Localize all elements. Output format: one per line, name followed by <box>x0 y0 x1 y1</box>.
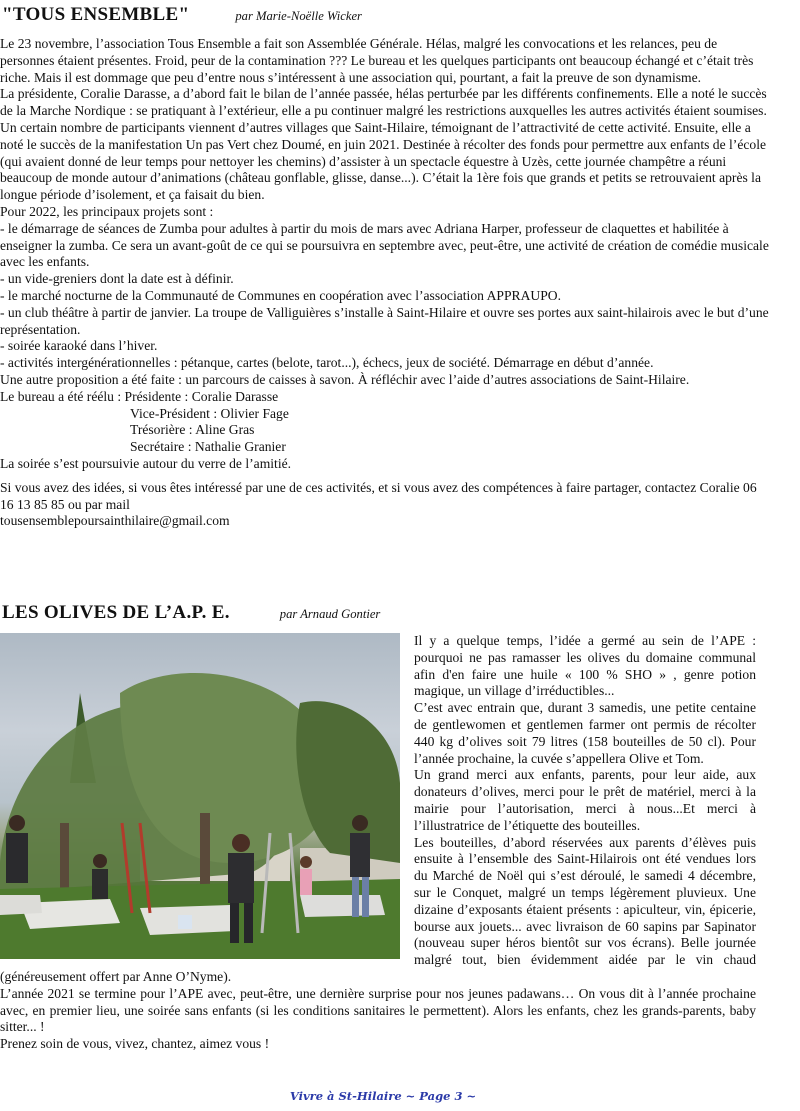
bureau-member: Trésorière : Aline Gras <box>130 422 255 438</box>
paragraph: Les bouteilles, d’abord réservées aux parents d’élèves puis ensuite à l’ensemble des Saint-Hilairois ont été vendues lors du Marché de Noël qui s’est déroulé, le samedi 4 décembre, sur le Conquet, malgré un temps légèrement pluvieux. Une dizaine d’exposants étaient présents : apiculteur, vin, épicerie, bourse aux jouets... avec livraison de 60 sapins par Sapinator (nouveau super héros bientôt sur vos écrans). Belle journée malgré tout, bien évidemment aidée par le vin chaud (généreusement offert par Anne O’Nyme). <box>0 834 756 984</box>
bureau-member: Vice-Président : Olivier Fage <box>130 405 289 421</box>
contact-info: Si vous avez des idées, si vous êtes intéressé par une de ces activités, et si vous avez des compétences à faire partager, contactez Coralie 06 16 13 85 85 ou par mail <box>0 479 757 512</box>
paragraph: C’est avec entrain que, durant 3 samedis, une petite centaine de gentlewomen et gentlemen farmer ont permis de récolter 440 kg d’olives soit 79 litres (158 bouteilles de 50 cl). Pour l’année prochaine, la cuvée s’appellera Olive et Tom. <box>414 700 756 766</box>
article1-header <box>2 4 362 26</box>
project-item: - un vide-greniers dont la date est à définir. <box>0 271 234 287</box>
article1-title: "TOUS ENSEMBLE" <box>2 4 190 25</box>
page-footer: Vivre à St-Hilaire ~ Page 3 ~ <box>289 1089 477 1103</box>
proposal: Une autre proposition a été faite : un parcours de caisses à savon. À réfléchir avec l’aide d’autres associations de Saint-Hilaire. <box>0 371 690 387</box>
paragraph: Pour 2022, les principaux projets sont : <box>0 203 214 219</box>
article2-byline: par Arnaud Gontier <box>279 607 381 621</box>
olive-harvest-illustration <box>0 633 400 959</box>
article2-body <box>0 633 756 1053</box>
olive-harvest-photo <box>0 633 400 959</box>
paragraph: Le 23 novembre, l’association Tous Ensemble a fait son Assemblée Générale. Hélas, malgré les convocations et les relances, peu de personnes étaient présentes. Froid, peur de la contamination ??? Le bureau et les quelques participants ont beaucoup échangé et c’était très riche. Mais il est dommage que peu d’entre nous s’intéressent à une association qui, pourtant, a fait la preuve de son dynamisme. <box>0 36 754 85</box>
bureau-intro: Le bureau a été réélu : Présidente : Coralie Darasse <box>0 388 279 404</box>
paragraph: Un grand merci aux enfants, parents, pour leur aide, aux donateurs d’olives, merci pour le prêt de matériel, merci à la mairie pour l’autorisation, merci à nous...Et merci à l’illustratrice de l’étiquette des bouteilles. <box>414 767 756 833</box>
paragraph: Prenez soin de vous, vivez, chantez, aimez vous ! <box>0 1036 270 1052</box>
article1-byline: par Marie-Noëlle Wicker <box>235 9 362 23</box>
contact-email[interactable]: tousensemblepoursainthilaire@gmail.com <box>0 513 230 529</box>
project-item: - un club théâtre à partir de janvier. La troupe de Valliguières s’installe à Saint-Hilaire et ouvre ses portes aux saint-hilairois avec le but d’une représentation. <box>0 304 769 337</box>
paragraph: La présidente, Coralie Darasse, a d’abord fait le bilan de l’année passée, hélas perturbée par les différents confinements. Elle a noté le succès de la Marche Nordique : se pratiquant à l’extérieur, elle a pu continuer malgré les restrictions auxquelles les autres activités étaient soumises. Un certain nombre de participants viennent d’autres villages que Saint-Hilaire, témoignant de l’attractivité de cette activité. Ensuite, elle a noté le succès de la manifestation Un pas Vert chez Doumé, en juin 2021. Destinée à récolter des fonds pour permettre aux enfants de l’école (qui avaient donné de leur temps pour nettoyer les chemins) d’assister à un spectacle équestre à Uzès, cette journée champêtre a réuni beaucoup de monde autour d’animations (château gonflable, glisse, danse...). C’était la 1ère fois que grands et petits se retrouvaient après la longue période d’isolement, et ça faisait du bien. <box>0 86 767 203</box>
bureau-member: Secrétaire : Nathalie Granier <box>130 439 286 455</box>
paragraph: Il y a quelque temps, l’idée a germé au sein de l’APE : pourquoi ne pas ramasser les olives du domaine communal afin d'en faire une huile « 100 % SHO » , genre potion magique, un village d’irréductibles... <box>414 633 756 699</box>
article1-body <box>0 36 772 530</box>
project-item: - soirée karaoké dans l’hiver. <box>0 338 158 354</box>
project-item: - le marché nocturne de la Communauté de Communes en coopération avec l’association APPRAUPO. <box>0 287 561 303</box>
article2-header <box>2 602 380 624</box>
closing: La soirée s’est poursuivie autour du verre de l’amitié. <box>0 455 292 471</box>
project-item: - activités intergénérationnelles : pétanque, cartes (belote, tarot...), échecs, jeux de société. Démarrage en début d’année. <box>0 355 654 371</box>
paragraph: L’année 2021 se termine pour l’APE avec, peut-être, une dernière surprise pour nos jeunes padawans… On vous dit à l’année prochaine avec, en premier lieu, une soirée sans enfants (si les conditions sanitaires le permettent). Alors les enfants, chez les grands-parents, baby sitter... ! <box>0 985 756 1035</box>
article2-title: LES OLIVES DE L’A.P. E. <box>2 602 230 623</box>
project-item: - le démarrage de séances de Zumba pour adultes à partir du mois de mars avec Adriana Harper, professeur de claquettes et habilitée à enseigner la zumba. Ce sera un avant-goût de ce qui se poursuivra en septembre avec, peut-être, une activité de création de comédie musicale avec les enfants. <box>0 220 769 270</box>
